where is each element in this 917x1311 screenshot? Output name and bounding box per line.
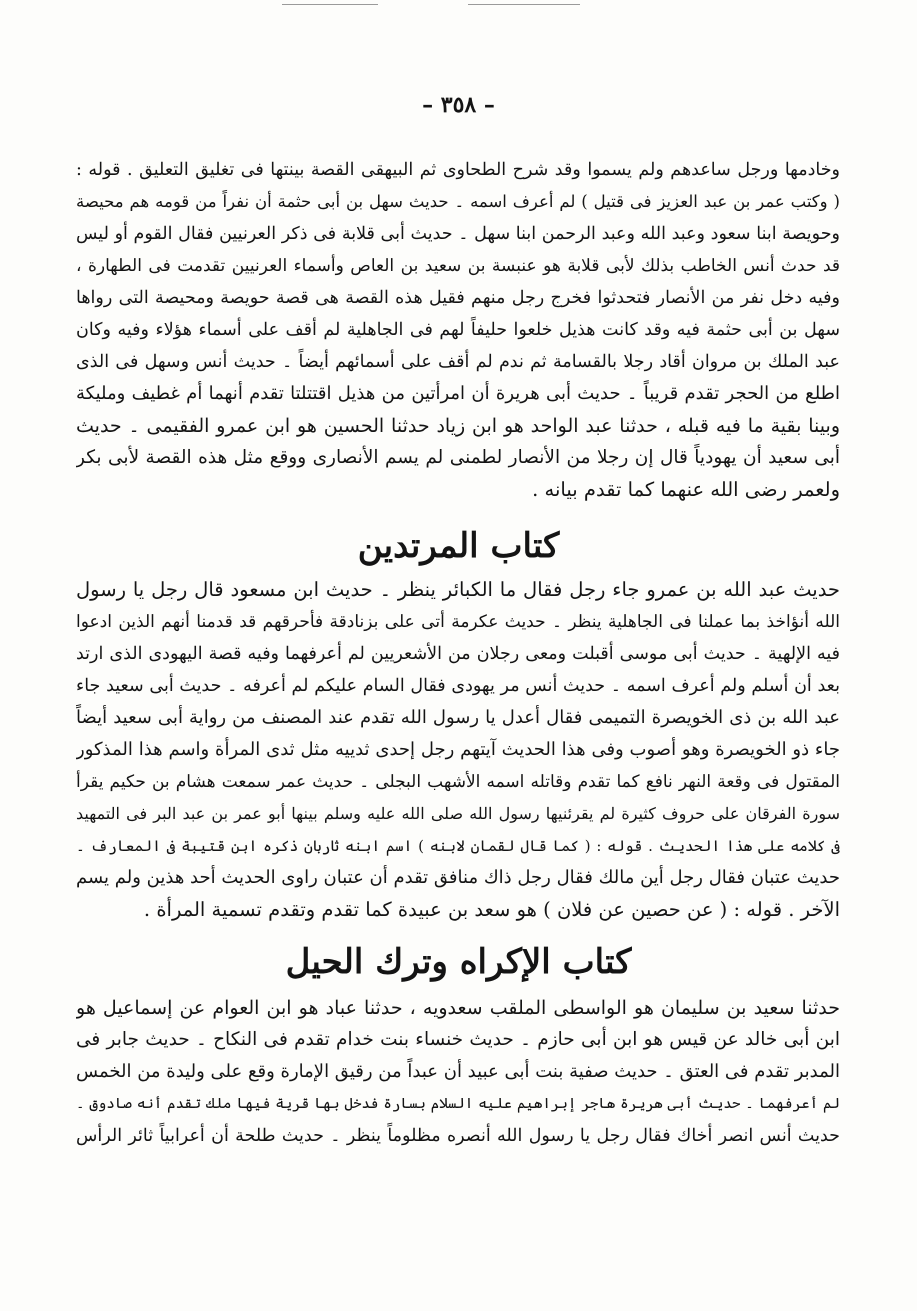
paragraph-coercion [76,992,840,1152]
text-line: سورة الفرقان على حروف كثيرة لم يقرئنيها رسول الله صلى الله عليه وسلم بينها أبو عمر بن عبد البر فى التمهيد [76,804,840,823]
text-line: قد حدث أنس الخاطب بذلك لأبى قلابة هو عنبسة بن سعيد بن العاص وأسماء العرنيين تقدمت فى الطهارة ، [76,256,840,276]
text-line: بعد أن أسلم ولم أعرف اسمه ۔ حديث أنس مر يهودى فقال السام عليكم لم أعرفه ۔ حديث أبى سعيد جاء [76,676,840,696]
text-line: الله أنؤاخذ بما عملنا فى الجاهلية ينظر ۔ حديث عكرمة أتى على بزنادقة فأحرقهم قد قدمنا أنهم الذين ادعوا [76,612,840,632]
text-line: لم أعرفهما ۔ حديث أبى هريرة هاجر إبراهيم عليه السلام بسارة فدخل بها قرية فيها ملك تقدم أنه صادوق ۔ [76,1096,840,1112]
text-line: فى كلامه على هذا الحديث . قوله : ( كما قال لقمان لابنه ) اسم ابنه ثاربان ذكره ابن قتيبة فى المعارف ۔ [76,837,840,855]
text-line: عبد الملك بن مروان أقاد رجلا بالقسامة ثم ندم لم أقف على أسمائهم أيضاً ۔ حديث أنس وسهل فى الذى [76,352,840,372]
text-line: المدبر تقدم فى العتق ۔ حديث صفية بنت أبى عبيد أن عبداً من رقيق الإمارة وقع على وليدة من الخمس [76,1061,840,1082]
text-line: ولعمر رضى الله عنهما كما تقدم بيانه . [532,478,840,501]
text-line: جاء ذو الخويصرة وهو أصوب وفى هذا الحديث آيتهم رجل إحدى ثدييه مثل ثدى المرأة واسم هذا المذكور [76,739,840,760]
scan-edge-mark [468,4,580,5]
section-heading-apostates: كتاب المرتدين [357,526,560,566]
page-number: – ٣٥٨ – [422,92,495,118]
section-heading-coercion: كتاب الإكراه وترك الحيل [285,942,632,982]
paragraph-continuation [76,154,840,506]
text-line: ( وكتب عمر بن عبد العزيز فى قتيل ) لم أعرف اسمه ۔ حديث سهل بن أبى حثمة أن نفراً من قومه هم محيصة [76,192,840,211]
text-line: حدثنا سعيد بن سليمان هو الواسطى الملقب سعدويه ، حدثنا عباد هو ابن العوام عن إسماعيل هو [76,997,840,1019]
text-line: وفيه دخل نفر من الأنصار فتحدثوا فخرج رجل منهم فقيل هذه القصة هى قصة حويصة ومحيصة التى رواها [76,288,840,308]
text-line: ابن أبى خالد عن قيس هو ابن أبى حازم ۔ حديث خنساء بنت خدام تقدم فى النكاح ۔ حديث جابر فى [76,1029,840,1050]
text-line: سهل بن أبى حثمة فيه وقد كانت هذيل خلعوا حليفاً لهم فى الجاهلية لم أقف على أسماء هؤلاء وفيه وكان [76,320,840,340]
text-line: أبى سعيد أن يهودياً قال إن رجلا من الأنصار لطمنى لم يسم الأنصارى ووقع مثل هذه القصة لأبى بكر [76,447,840,468]
text-line: الآخر . قوله : ( عن حصين عن فلان ) هو سعد بن عبيدة كما تقدم وتقدم تسمية المرأة . [143,898,840,921]
text-line: عبد الله بن ذى الخويصرة التميمى فقال أعدل يا رسول الله تقدم عند المصنف من رواية أبى سعيد أيضاً [76,707,840,728]
text-line: حديث عبد الله بن عمرو جاء رجل فقال ما الكبائر ينظر ۔ حديث ابن مسعود قال رجل يا رسول [76,578,840,601]
text-line: وخادمها ورجل ساعدهم ولم يسموا وقد شرح الطحاوى ثم البيهقى القصة بينتها فى تغليق التعليق . قوله : [76,160,840,180]
text-line: وبينا بقية ما فيه قبله ، حدثنا عبد الواحد هو ابن زياد حدثنا الحسين هو ابن عمرو الفقيمى ۔ حديث [76,415,840,437]
scan-edge-marks [0,0,917,14]
text-line: اطلع من الحجر تقدم قريباً ۔ حديث أبى هريرة أن امرأتين من هذيل اقتتلتا تقدم أنهما أم غطيف ومليكة [76,383,840,404]
text-line: فيه الإلهية ۔ حديث أبى موسى أقبلت ومعى رجلان من الأشعريين لم أعرفهما وفيه قصة اليهودى الذى ارتد [76,644,840,664]
text-line: المقتول فى وقعة النهر نافع كما تقدم وقاتله اسمه الأشهب البجلى ۔ حديث عمر سمعت هشام بن حكيم يقرأ [76,772,840,792]
paragraph-apostates [76,574,840,926]
text-line: حديث عتبان فقال رجل أين مالك فقال رجل ذاك منافق تقدم أن عتبان راوى الحديث أحد هذين ولم يسم [76,867,840,888]
scan-edge-mark [282,4,378,5]
text-line: حديث أنس انصر أخاك فقال رجل يا رسول الله أنصره مظلوماً ينظر ۔ حديث طلحة أن أعرابياً ثائر الرأس [76,1126,840,1146]
text-line: وحويصة ابنا سعود وعبد الله وعبد الرحمن ابنا سهل ۔ حديث أبى قلابة فى ذكر العرنيين فقال القوم أو ليس [76,224,840,244]
